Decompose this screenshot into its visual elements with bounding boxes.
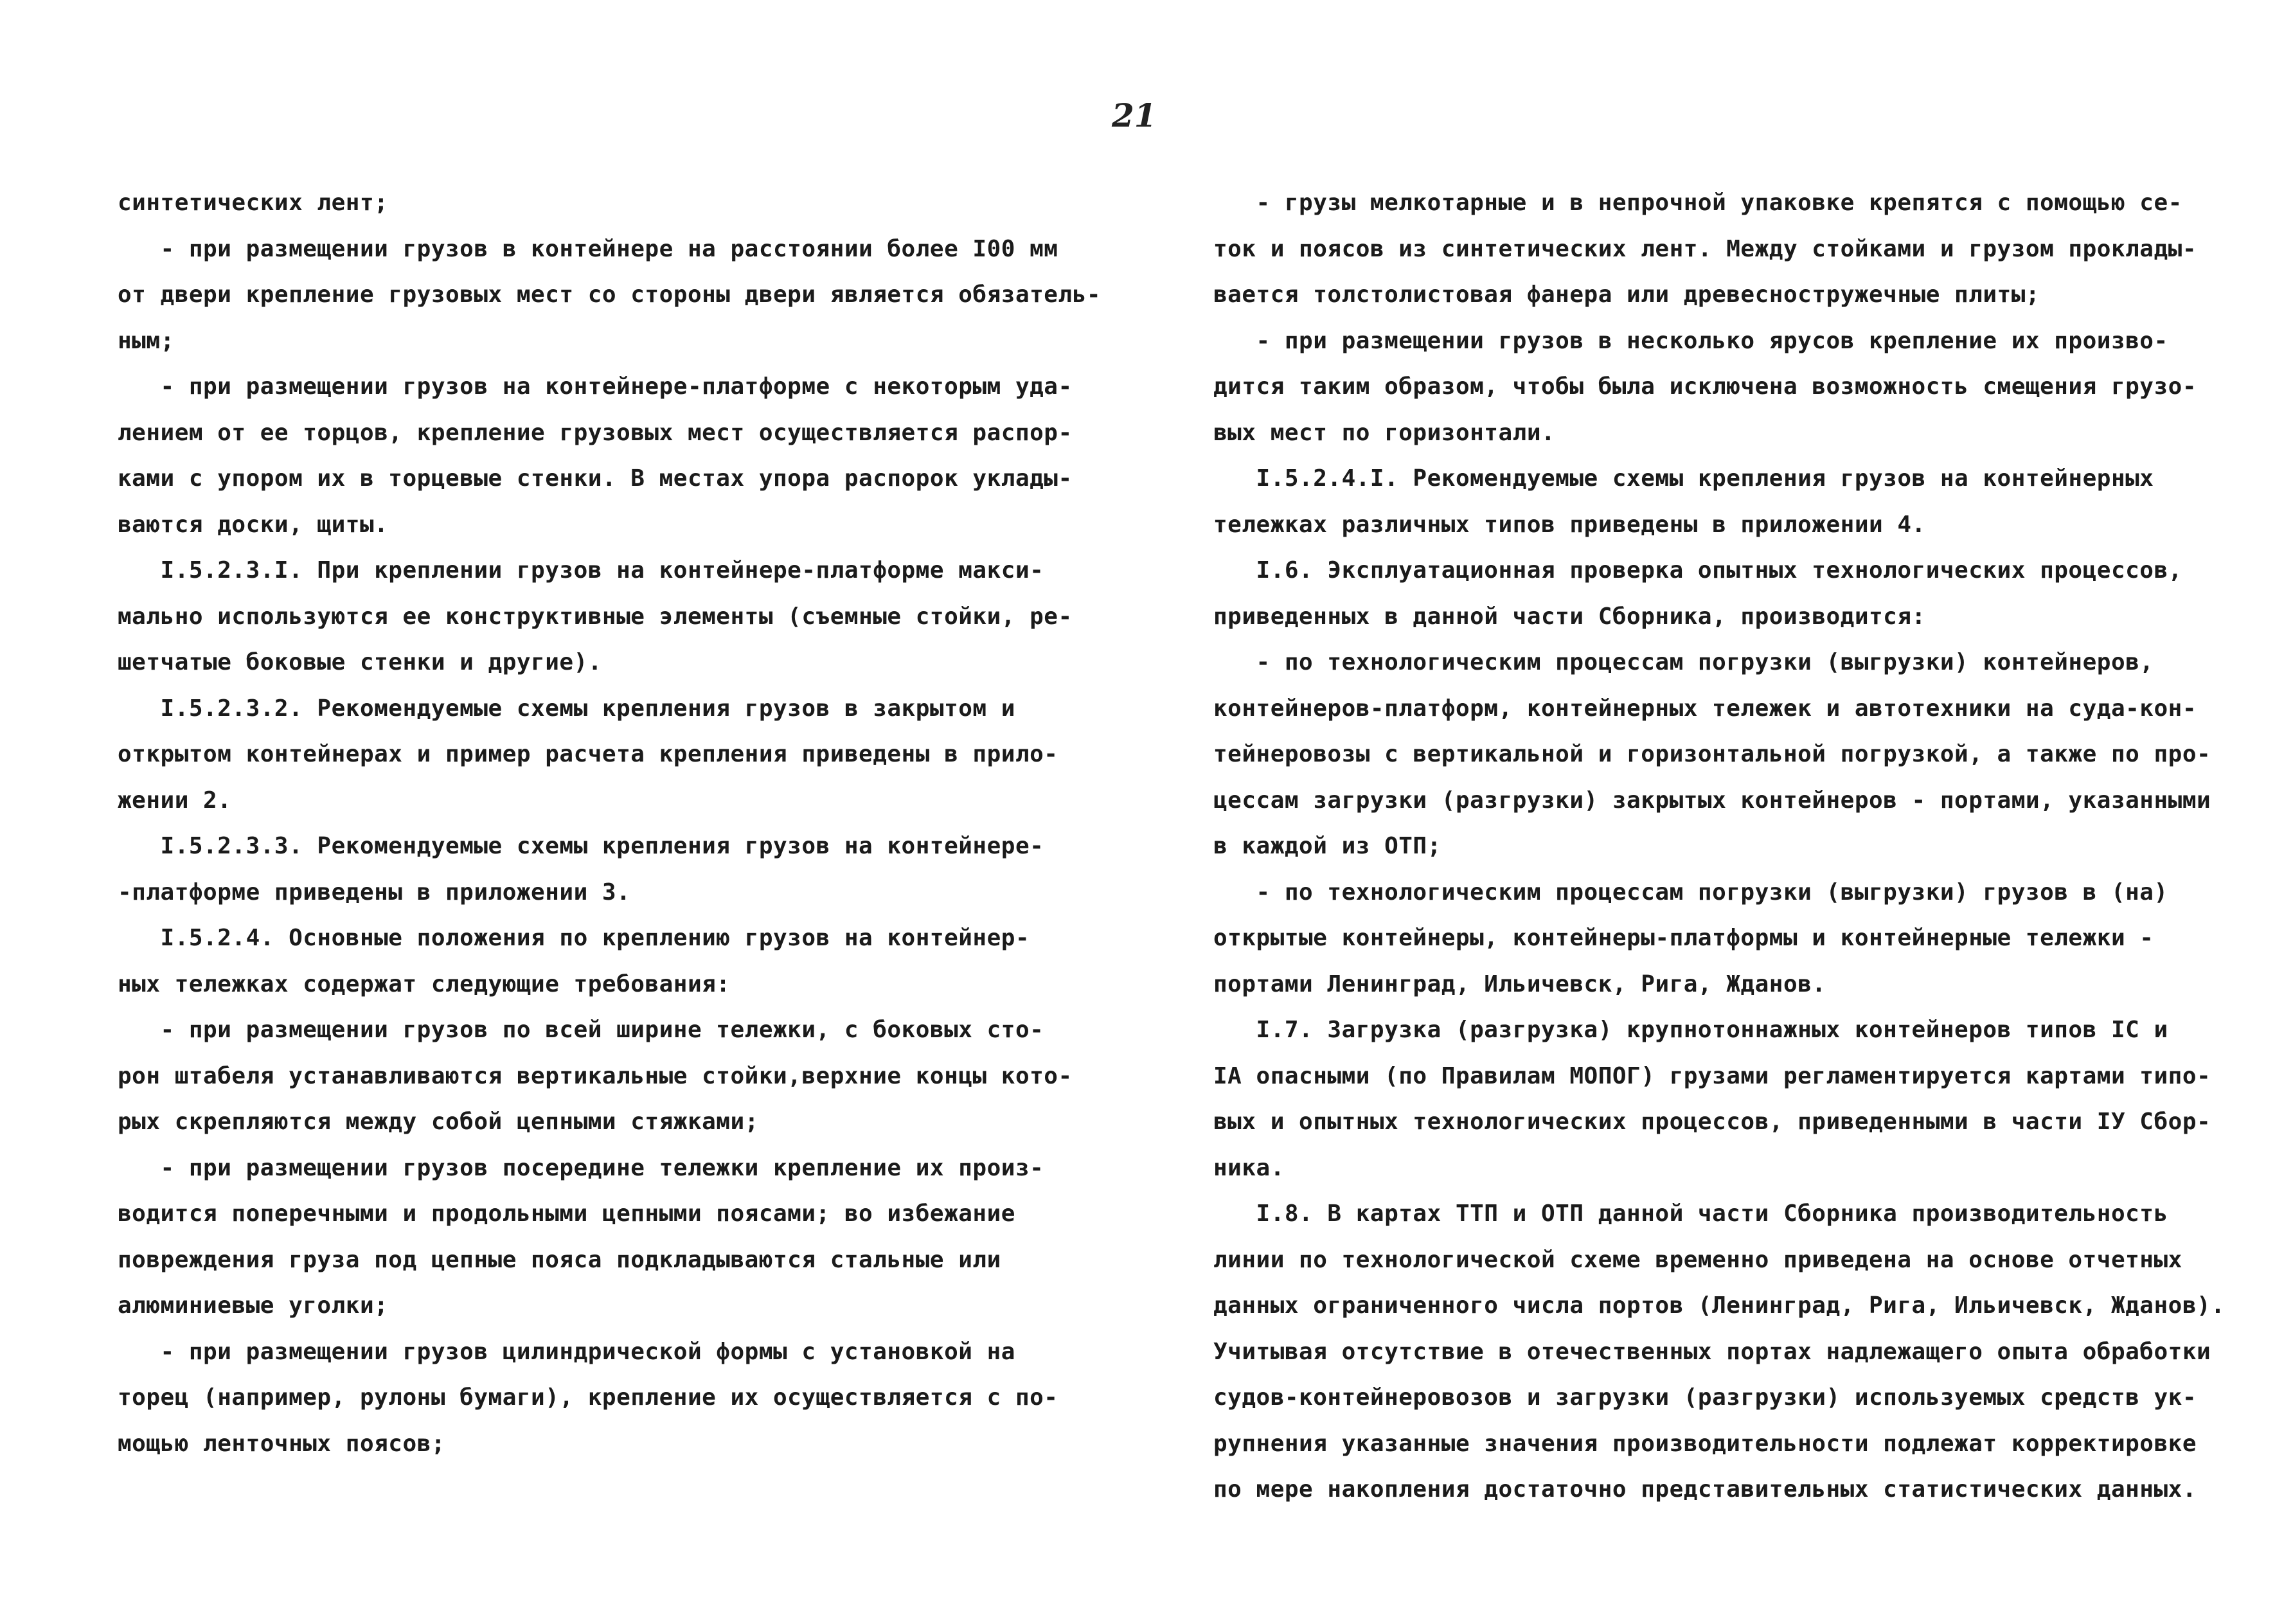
text-line: Учитывая отсутствие в отечественных портах надлежащего опыта обработки: [1213, 1338, 2211, 1365]
text-line: I.5.2.3.2. Рекомендуемые схемы крепления грузов в закрытом и: [118, 695, 1015, 722]
text-line: рупнения указанные значения производительности подлежат корректировке: [1213, 1430, 2197, 1457]
text-line: рон штабеля устанавливаются вертикальные стойки,верхние концы кото-: [118, 1062, 1073, 1089]
text-line: по мере накопления достаточно представительных статистических данных.: [1213, 1476, 2197, 1503]
text-line: синтетических лент;: [118, 190, 389, 216]
text-line: I.6. Эксплуатационная проверка опытных технологических процессов,: [1213, 557, 2182, 584]
text-line: тейнеровозы с вертикальной и горизонтальной погрузкой, а также по про-: [1213, 741, 2211, 767]
text-line: тележках различных типов приведены в приложении 4.: [1213, 511, 1926, 538]
text-line: ток и поясов из синтетических лент. Между стойками и грузом проклады-: [1213, 235, 2197, 262]
text-line: портами Ленинград, Ильичевск, Рига, Жданов.: [1213, 970, 1826, 997]
text-line: - при размещении грузов посередине тележки крепление их произ-: [118, 1154, 1044, 1181]
text-line: I.5.2.4. Основные положения по креплению грузов на контейнер-: [118, 925, 1030, 951]
text-line: -платформе приведены в приложении 3.: [118, 879, 631, 906]
text-line: дится таким образом, чтобы была исключена возможность смещения грузо-: [1213, 373, 2197, 400]
text-line: рых скрепляются между собой цепными стяжками;: [118, 1109, 759, 1135]
text-line: открытом контейнерах и пример расчета крепления приведены в прило-: [118, 741, 1058, 767]
text-line: данных ограниченного числа портов (Ленинград, Рига, Ильичевск, Жданов).: [1213, 1292, 2226, 1319]
text-line: ных тележках содержат следующие требования:: [118, 970, 731, 997]
text-line: лением от ее торцов, крепление грузовых мест осуществляется распор-: [118, 419, 1073, 446]
text-line: алюминиевые уголки;: [118, 1292, 389, 1319]
text-line: I.7. Загрузка (разгрузка) крупнотоннажных контейнеров типов IС и: [1213, 1017, 2168, 1043]
text-line: - при размещении грузов в контейнере на расстоянии более I00 мм: [118, 235, 1058, 262]
right-text-column: [1213, 180, 2226, 1513]
text-line: ным;: [118, 327, 175, 354]
text-line: торец (например, рулоны бумаги), крепление их осуществляется с по-: [118, 1384, 1058, 1411]
text-line: мально используются ее конструктивные элементы (съемные стойки, ре-: [118, 603, 1073, 630]
text-line: - при размещении грузов в несколько ярусов крепление их произво-: [1213, 327, 2168, 354]
text-line: - при размещении грузов на контейнере-платформе с некоторым уда-: [118, 373, 1073, 400]
text-line: - при размещении грузов по всей ширине тележки, с боковых сто-: [118, 1017, 1044, 1043]
text-line: контейнеров-платформ, контейнерных тележек и автотехники на суда-кон-: [1213, 695, 2197, 722]
text-line: I.8. В картах ТТП и ОТП данной части Сборника производительность: [1213, 1200, 2168, 1227]
text-line: ками с упором их в торцевые стенки. В местах упора распорок уклады-: [118, 465, 1073, 492]
text-line: жении 2.: [118, 787, 232, 814]
text-line: I.5.2.3.3. Рекомендуемые схемы крепления грузов на контейнере-: [118, 833, 1044, 859]
text-line: приведенных в данной части Сборника, производится:: [1213, 603, 1926, 630]
text-line: от двери крепление грузовых мест со стороны двери является обязатель-: [118, 281, 1101, 308]
text-line: - при размещении грузов цилиндрической формы с установкой на: [118, 1338, 1015, 1365]
text-line: вых и опытных технологических процессов, приведенными в части IУ Сбор-: [1213, 1109, 2211, 1135]
text-line: водится поперечными и продольными цепными поясами; во избежание: [118, 1200, 1015, 1227]
text-line: - по технологическим процессам погрузки (выгрузки) грузов в (на): [1213, 879, 2168, 906]
text-line: в каждой из ОТП;: [1213, 833, 1441, 859]
left-text-column: [118, 180, 1101, 1467]
text-line: цессам загрузки (разгрузки) закрытых контейнеров - портами, указанными: [1213, 787, 2211, 814]
text-line: I.5.2.3.I. При креплении грузов на контейнере-платформе макси-: [118, 557, 1044, 584]
text-line: мощью ленточных поясов;: [118, 1430, 445, 1457]
text-line: линии по технологической схеме временно приведена на основе отчетных: [1213, 1246, 2182, 1273]
text-line: повреждения груза под цепные пояса подкладываются стальные или: [118, 1246, 1001, 1273]
page-number: 21: [1112, 96, 1157, 134]
text-line: вых мест по горизонтали.: [1213, 419, 1556, 446]
text-line: вается толстолистовая фанера или древесностружечные плиты;: [1213, 281, 2040, 308]
text-line: - по технологическим процессам погрузки (выгрузки) контейнеров,: [1213, 649, 2154, 675]
text-line: ваются доски, щиты.: [118, 511, 389, 538]
text-line: I.5.2.4.I. Рекомендуемые схемы крепления грузов на контейнерных: [1213, 465, 2154, 492]
text-line: IА опасными (по Правилам МОПОГ) грузами регламентируется картами типо-: [1213, 1062, 2211, 1089]
text-line: - грузы мелкотарные и в непрочной упаковке крепятся с помощью се-: [1213, 190, 2182, 216]
text-line: шетчатые боковые стенки и другие).: [118, 649, 602, 675]
text-line: ника.: [1213, 1154, 1285, 1181]
text-line: судов-контейнеровозов и загрузки (разгрузки) используемых средств ук-: [1213, 1384, 2197, 1411]
text-line: открытые контейнеры, контейнеры-платформы и контейнерные тележки -: [1213, 925, 2154, 951]
